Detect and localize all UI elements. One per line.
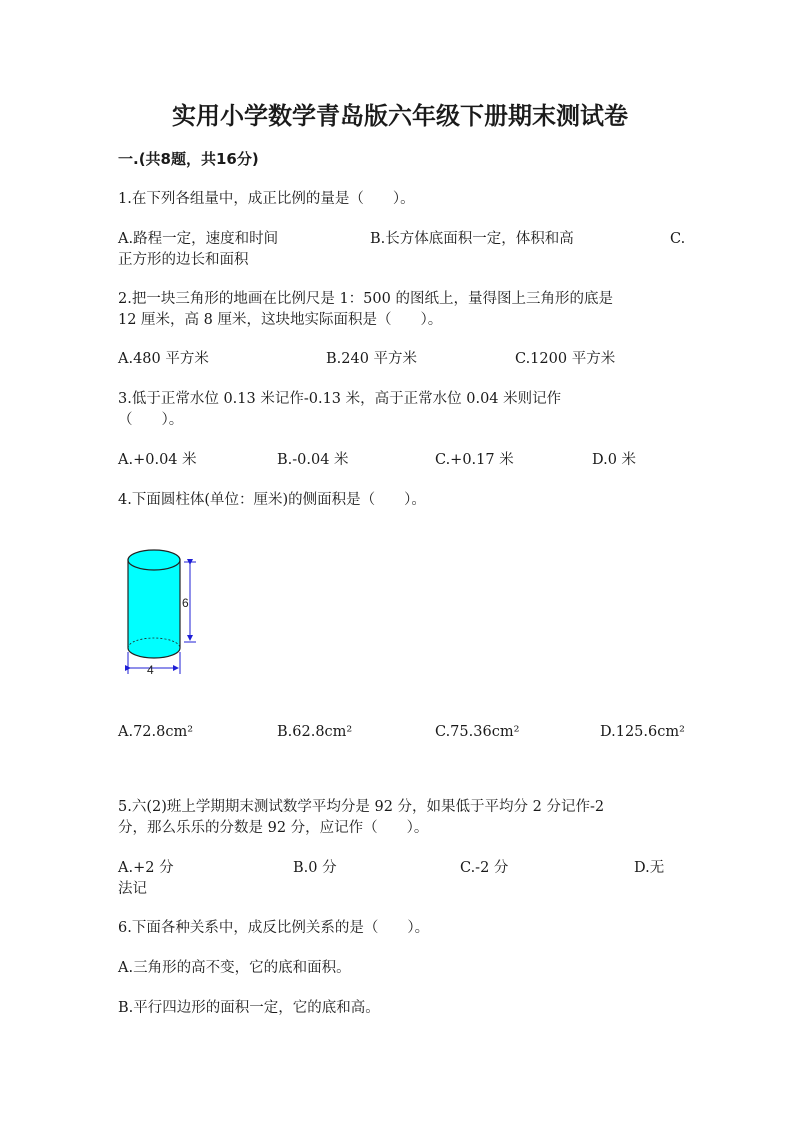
question-5-option-d: D.无 [634,860,665,876]
question-5-option-b: B.0 分 [293,860,337,876]
question-2-stem-line2: 12 厘米，高 8 厘米，这块地实际面积是（ ）。 [118,312,443,328]
height-label: 6 [182,596,189,610]
question-3-option-a: A.+0.04 米 [118,452,197,468]
question-3-stem-line2: （ ）。 [118,412,184,428]
question-6-stem: 6.下面各种关系中，成反比例关系的是（ ）。 [118,920,430,936]
question-4-stem: 4.下面圆柱体(单位：厘米)的侧面积是（ ）。 [118,492,426,508]
diameter-label: 4 [147,663,154,677]
question-6-option-a: A.三角形的高不变，它的底和面积。 [118,960,351,976]
question-1-stem: 1.在下列各组量中，成正比例的量是（ ）。 [118,191,415,207]
question-5-option-a: A.+2 分 [118,860,174,876]
height-dimension [182,562,196,642]
question-4-option-d: D.125.6cm² [600,724,685,740]
question-1-option-a: A.路程一定，速度和时间 [118,231,279,247]
question-5-stem-line2: 分，那么乐乐的分数是 92 分，应记作（ ）。 [118,820,429,836]
question-3-option-b: B.-0.04 米 [277,452,349,468]
question-4-option-c: C.75.36cm² [435,724,520,740]
question-4-option-b: B.62.8cm² [277,724,353,740]
question-3-option-c: C.+0.17 米 [435,452,514,468]
cylinder-figure [118,538,218,680]
page-title: 实用小学数学青岛版六年级下册期末测试卷 [172,102,628,130]
question-1-option-c: C. [670,231,686,247]
question-5-stem-line1: 5.六(2)班上学期期末测试数学平均分是 92 分，如果低于平均分 2 分记作-2 [118,799,605,815]
question-3-option-d: D.0 米 [592,452,637,468]
question-1-option-b: B.长方体底面积一定，体积和高 [370,231,574,247]
question-5-option-c: C.-2 分 [460,860,509,876]
question-2-option-b: B.240 平方米 [326,351,418,367]
question-5-option-d-text: 法记 [118,881,147,897]
question-6-option-b: B.平行四边形的面积一定，它的底和高。 [118,1000,380,1016]
section-header: 一.(共8题，共16分) [118,150,259,168]
cylinder-shape [128,550,180,658]
question-3-stem-line1: 3.低于正常水位 0.13 米记作-0.13 米，高于正常水位 0.04 米则记作 [118,391,562,407]
question-2-option-a: A.480 平方米 [118,351,209,367]
question-2-stem-line1: 2.把一块三角形的地画在比例尺是 1：500 的图纸上，量得图上三角形的底是 [118,291,613,307]
question-4-option-a: A.72.8cm² [118,724,194,740]
question-2-option-c: C.1200 平方米 [515,351,616,367]
question-1-option-c-text: 正方形的边长和面积 [118,252,249,268]
